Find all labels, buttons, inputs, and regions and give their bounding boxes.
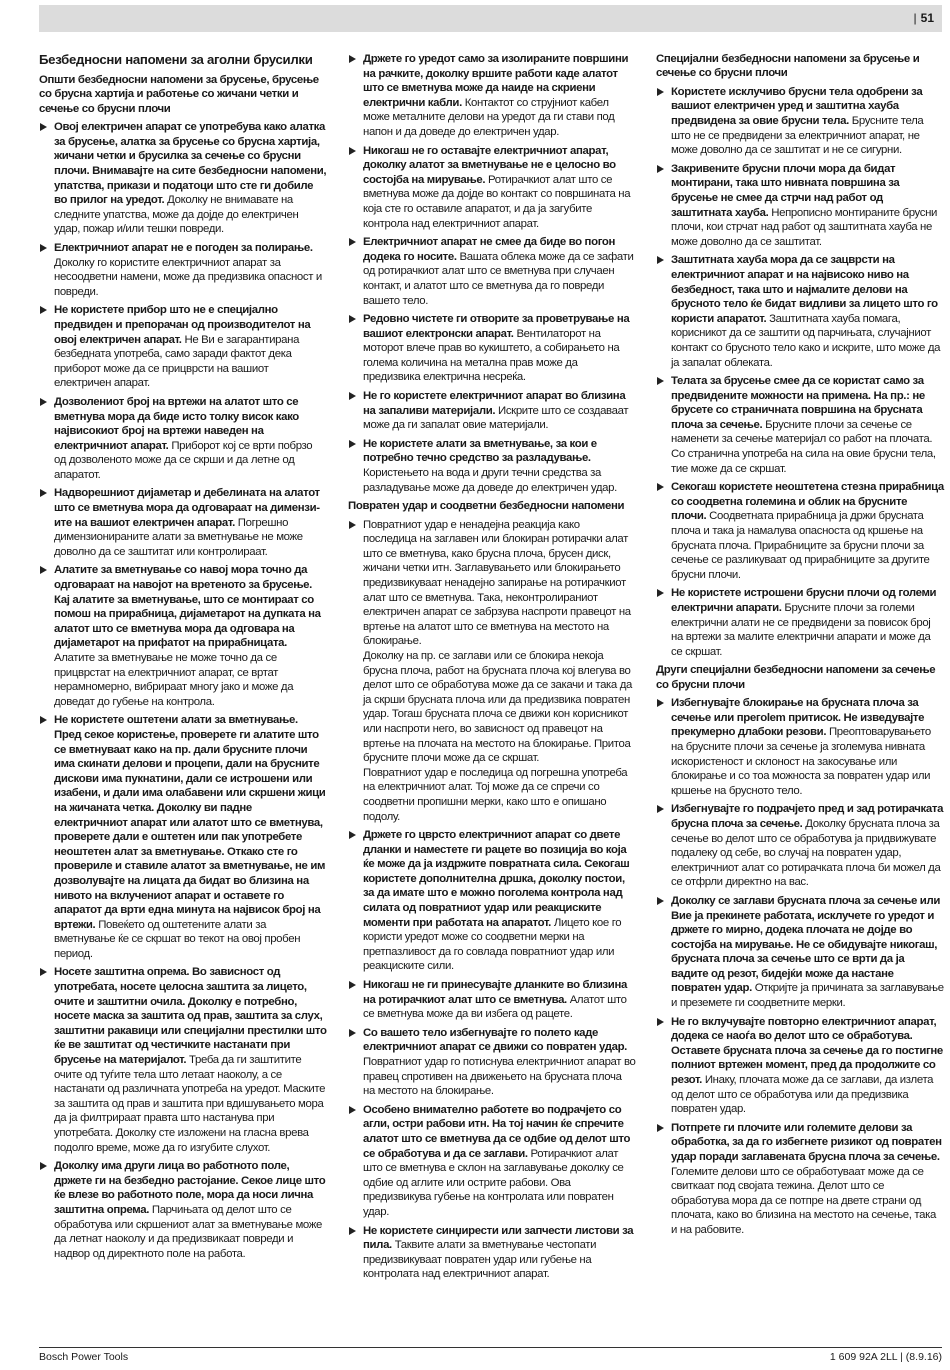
list-item xyxy=(656,802,944,890)
list-item-bold: Држете го уредот само за изолираните површини на рачките, доколку вршите работи каде алатот што се вметнува може да наиде на скриени електрични кабли. xyxy=(363,53,629,109)
footer-divider xyxy=(39,1347,942,1348)
list-item-body: Повратниот удар е ненадејна реакција како последица на заглавен или блокиран ротирачки алат што се вметнува, како брусна плоча, брусен диск, жичани четки итн. Заглавувањето или блокирањето предизвикуваат ненадејно запирање на ротирачкиот алат што се вметнува. Така, неконтролираниот електричен апарат се забрзува наспроти правецот на вртење на алатот што се вметнува на местото на блокирање. xyxy=(363,518,631,648)
list-item-text xyxy=(363,828,636,974)
list-item-text xyxy=(54,965,327,1155)
list-item-body: Брусните плочи за големи електрични алати не се предвидени за повисок број на вртежи за малите електрични апарати и може да се скршат. xyxy=(671,602,931,658)
list-item-body: Заштитната хауба помага, корисникот да се заштити од парчињата, случајниот контакт со брусното тело како и искрите, што може да ја запалат облеката. xyxy=(671,312,941,369)
list-item-body: Не Ви е загарантирана безбедната употреба, само заради фактот дека приборот може да се прицврсти на вашиот електричен апарат. xyxy=(54,333,300,390)
list-item-body: Преоптоварувањето на брусните плочи за сечење ја зголемува нивната искористеност и склоност на закосување или блокирање и со тоа можноста за повратен удар или кршење на брусното тело. xyxy=(671,726,931,797)
arrow-bullet-icon xyxy=(657,377,664,385)
arrow-bullet-icon xyxy=(657,699,664,707)
arrow-bullet-icon xyxy=(349,1227,356,1235)
arrow-bullet-icon xyxy=(657,1018,664,1026)
list-item-body: Доколку не внимавате на следните упатства, може да дојде до електричен удар, пожар и/или тешки повреди. xyxy=(54,194,299,236)
arrow-bullet-icon xyxy=(40,716,47,724)
arrow-bullet-icon xyxy=(349,392,356,400)
list-item-bold: Овој електричен апарат се употребува како алатка за брусење, алатка за брусење со брусна хартија, жичани четки и брусилка за сечење со брусни плочи. Внимавајте на сите безбедносни напомени, упатства, прикази и податоци што сте ги добиле во прилог на уредот. xyxy=(54,121,327,207)
list-item xyxy=(39,965,327,1155)
footer-doc-code: 1 609 92A 2LL | (8.9.16) xyxy=(829,1351,942,1363)
list-item-text xyxy=(363,1224,636,1282)
list-item-text xyxy=(671,696,944,798)
arrow-bullet-icon xyxy=(657,256,664,264)
list-item-bold: Доколку се заглави брусната плоча за сечење или Вие ја прекинете работата, исклучете го уредот и држете го мирно, додека плочата не дојде во состојба на мирување. Не се обидувајте никогаш, брусната плоча за сечење што се врти да ја вадите од резот, бидејќи може да настане повратен удар. xyxy=(671,894,940,995)
arrow-bullet-icon xyxy=(40,1162,47,1170)
list-item-bold: Не користете оштетени алати за вметнување. Пред секое користење, проверете ги алатите што се вметнуваат како на пр. дали брусните плочи има скинати делови и процепи, дали на брусните дискови има пукнатини, дали се истрошени или изабени, и дали има олабавени или скршени жици на жичаната четка. Доколку ви падне електричниот апарат или алатот што се вметнува, проверете дали е оштетен или пак употребете неоштетен алат за вметнување. Откако сте го провериле и ставиле алатот за вметнување, не им дозволувајте на лицата да бидат во близина на нивото на вклучениот апарат и оставете го апаратот да врти една минута на највисок број на вртежи. xyxy=(54,714,326,931)
list-item-body: Ротирачкиот алат што се вметнува е склон на заглавување доколку се одбие од аглите или острите рабови. Ова предизвикува губење на контролата или повратен удар. xyxy=(363,1147,624,1218)
list-item xyxy=(348,144,636,232)
list-item-bold: Не го користете електричниот апарат во близина на запаливи материјали. xyxy=(363,390,626,417)
arrow-bullet-icon xyxy=(349,1029,356,1037)
list-item-text xyxy=(671,374,944,476)
list-item-bold: Не користете синџирести или запчести листови за пила. xyxy=(363,1224,634,1252)
arrow-bullet-icon xyxy=(40,489,47,497)
list-item xyxy=(39,241,327,299)
special-notes-heading: Специјални безбедносни напомени за брусење и сечење со брусни плочи xyxy=(656,53,920,80)
list-item xyxy=(348,52,636,140)
section-title: Безбедносни напомени за аголни брусилки xyxy=(39,52,313,67)
list-item-paragraph: Доколку на пр. се заглави или се блокира некоја брусна плоча, работ на брусната плоча кој влегува во делот што се обработува може да се закачи и така да ја скрши брусната плоча или да предизвика повратен удар. Тогаш брусната плоча се движи кон корисникот или наспроти него, во зависност од правецот на вртење на плочата на местото на блокирање. Притоа брусните плочи може да се скршат. xyxy=(363,649,633,765)
list-item-bold: Редовно чистете ги отворите за проветрување на вашиот електронски апарат. xyxy=(363,313,630,340)
list-item-text xyxy=(363,144,636,232)
list-item-bold: Заштитната хауба мора да се зацврсти на електричниот апарат и на највисоко ниво на безбедност, така што и најмалите делови на брусното тело ќе бидат видливи за лицето што го користи апаратот. xyxy=(671,254,938,325)
footer-brand: Bosch Power Tools xyxy=(39,1351,129,1363)
list-item-body: Приборот кој се врти побрзо од дозволеното може да се скрши и да летне од апаратот. xyxy=(54,439,313,481)
list-item-bold: Никогаш не го оставајте електричниот апарат, доколку алатот за вметнување не е целосно во состојба на мирување. xyxy=(363,144,616,186)
list-item-text xyxy=(54,1159,327,1261)
list-item-body: Вашата облека може да се зафати од ротирачкиот алат што се вметнува при случаен контакт, и алатот што се вметнува да го повреди вашето тело. xyxy=(363,250,634,307)
list-item-text xyxy=(54,486,327,559)
page-number-value: 51 xyxy=(920,11,934,25)
arrow-bullet-icon xyxy=(349,147,356,155)
list-item-bold: Надворешниот дијаметар и дебелината на алатот што се вметнува мора да одговараат на димензиите на вашиот електричен апарат. xyxy=(54,487,321,529)
list-item-bold: Не го вклучувајте повторно електричниот апарат, додека се наоѓа во делот што се обработува. Оставете брусната плоча за сечење да го постигне полниот вртежен момент, пред да продолжите со резот. xyxy=(671,1015,943,1087)
list-item-text xyxy=(363,389,636,433)
list-item-body: Таквите алати за вметнување честопати предизвикуваат повратен удар или губење на контролата над електричниот апарат. xyxy=(363,1239,597,1281)
list-item-body: Откријте ја причината за заглавување и преземете ги соодветните мерки. xyxy=(671,982,944,1010)
list-item-text xyxy=(54,563,327,709)
list-item-bold: Дозволениот број на вртежи на алатот што се вметнува мора да биде исто толку висок како највисокиот број на вртежи наведен на електричниот апарат. xyxy=(54,395,299,452)
arrow-bullet-icon xyxy=(349,521,356,529)
list-item-body: Непрописно монтираните брусни плочи, кои стрчат над работ од заштитната хауба не може доволно да се заштитат. xyxy=(671,206,938,248)
list-item-text xyxy=(671,1015,944,1117)
list-item-bold: Секогаш користете неоштетена стезна прирабница со соодветна големина и облик на брусните плочи. xyxy=(671,481,944,523)
list-item-body: Вентилаторот на моторот влече прав во кукиштето, а собирањето на голема количина на метална прав може да предизвика електрична несреќа. xyxy=(363,327,620,384)
list-item-body: Искрите што се создаваат може да ги запалат овие материјали. xyxy=(363,404,629,432)
list-item-body: Инаку, плочата може да се заглави, да излета од делот што се обработува или да предизвика повратен удар. xyxy=(671,1074,934,1116)
list-item-body: Алатот што се вметнува може да ви избега од рацете. xyxy=(363,993,627,1021)
list-item-body: Големите делови што се обработуваат може да се свиткаат под својата тежина. Делот што се обработува мора да се потпре на двете страни од плочата, како во близина на местото на сечење, така и на рабовите. xyxy=(671,1165,936,1236)
list-item-bold: Никогаш не ги принесувајте дланките во близина на ротирачкиот алат што се вметнува. xyxy=(363,979,627,1006)
column-1 xyxy=(39,52,327,1265)
list-item-text xyxy=(671,894,944,1011)
list-item-bold: Потпрете ги плочите или големите делови за обработка, за да го избегнете ризикот од повратен удар поради заглавената брусна плоча за сечење. xyxy=(671,1121,942,1163)
arrow-bullet-icon xyxy=(349,55,356,63)
list-item-text xyxy=(671,85,944,158)
list-item-bold: Избегнувајте блокирање на брусната плоча за сечење или прегolem притисок. Не изведувајте прекумерно длабоки резови. xyxy=(671,697,925,739)
list-item-body: Парчињата од делот што се обработува или скршениот алат за вметнување може да летнат наоколу и да предизвикаат повреди и надвор од директното поле на работа. xyxy=(54,1203,323,1260)
list-item-bold: Носете заштитна опрема. Во зависност од употребата, носете целосна заштита за лицето, очите и заштитни очила. Доколку е потребно, носете маска за заштита од прав, заштита за слух, заштитни ракавици или специјални престилки што ќе ве заштитат од честичките настанати при брусење на материјалот. xyxy=(54,966,327,1067)
list-item xyxy=(348,828,636,974)
list-item-body: Повеќето од оштетените алати за вметнување ќе се скршат во текот на овој пробен период. xyxy=(54,918,301,960)
arrow-bullet-icon xyxy=(40,123,47,131)
list-item-text xyxy=(54,241,327,299)
arrow-bullet-icon xyxy=(40,244,47,252)
list-item-body: Повратниот удар го потиснува електричниот апарат во правец спротивен на движењето на брусната плоча на местото на блокирање. xyxy=(363,1056,636,1098)
list-item-body: Брусните плочи за сечење се наменети за сечење материјал со работ на плочата. Со странична употреба на сила на овие брусни тела, тие може да се скршат. xyxy=(671,418,936,475)
list-item-text xyxy=(54,395,327,483)
list-item xyxy=(656,253,944,370)
list-item-body: Користењето на вода и други течни средства за разладување може да доведе до електричен удар. xyxy=(363,467,617,494)
list-item xyxy=(39,1159,327,1261)
list-item xyxy=(348,1026,636,1099)
arrow-bullet-icon xyxy=(349,238,356,246)
list-item-body: Погрешно димензионираните алати за вметнување не може доволно да се заштитат или контролираат. xyxy=(54,516,303,558)
list-item-bold: Не користете прибор што не е специјално предвиден и препорачан од производителот на овој електричен апарат. xyxy=(54,304,311,346)
list-item xyxy=(656,480,944,582)
list-item xyxy=(39,713,327,961)
list-item xyxy=(656,85,944,158)
section-subtitle: Општи безбедносни напомени за брусење, брусење со брусна хартија и работење со жичани четки и сечење со брусни плочи xyxy=(39,74,319,115)
list-item-bold: Доколку има други лица во работното поле, држете ги на безбедно растојание. Секое лице што ќе влезе во работното поле, мора да носи лична заштитна опрема. xyxy=(54,1160,326,1216)
list-item-body: Лицето кое го користи уредот може со соодветни мерки на претпазливост да го совлада повратниот удар или реакциските сили. xyxy=(363,916,622,973)
arrow-bullet-icon xyxy=(40,306,47,314)
list-item-body: Брусните тела што не се предвидени за електричниот апарат, не може доволно да се заштитат и не се сигурни. xyxy=(671,115,924,157)
arrow-bullet-icon xyxy=(657,1124,664,1132)
list-item-text xyxy=(363,978,636,1022)
list-item xyxy=(39,303,327,391)
arrow-bullet-icon xyxy=(349,315,356,323)
arrow-bullet-icon xyxy=(349,1106,356,1114)
list-item xyxy=(348,437,636,495)
list-item-body: Ротирачкиот алат што се вметнува може да дојде во контакт со површината на која сте го оставиле апаратот, и да ја загубите контрола над електричниот апарат. xyxy=(363,173,631,230)
list-item xyxy=(656,696,944,798)
header-bar xyxy=(39,5,942,32)
list-item xyxy=(656,894,944,1011)
list-item-text xyxy=(671,162,944,250)
list-item-bold: Особено внимателно работете во подрачјето со агли, остри рабови итн. На тој начин ќе спречите алатот што се вметнува да се одбие од делот што се обработува и да се заглави. xyxy=(363,1103,631,1160)
list-item xyxy=(39,395,327,483)
list-item xyxy=(348,518,636,824)
list-item-bold: Алатите за вметнување со навој мора точно да одговараат на навојот на вретеното за брусење. Кај алатите за вметнување, што се монтираат со помош на прирабница, дијаметарот на дупката на алатот што се вметнува мора да одговара на дијаметарот на прифатот на прирабницата. xyxy=(54,564,321,650)
list-item xyxy=(656,374,944,476)
page-number: | 51 xyxy=(913,11,934,25)
list-item-body: Алатите за вметнување не може точно да се прицврстат на електричниот апарат, се вртат нерамномерно, вибрираат многу јако и може да доведат до губење на контрола. xyxy=(54,652,294,708)
list-item xyxy=(39,120,327,237)
list-item-bold: Не користете истрошени брусни плочи од големи електрични апарати. xyxy=(671,587,937,614)
list-item xyxy=(656,1121,944,1238)
list-item-text xyxy=(363,235,636,308)
list-item-bold: Користете исклучиво брусни тела одобрени за вашиот електричен уред и заштитна хауба предвидена за овие брусни тела. xyxy=(671,85,923,127)
list-item-text xyxy=(363,1026,636,1099)
list-item-text xyxy=(363,1103,636,1220)
list-item xyxy=(348,312,636,385)
list-item xyxy=(348,389,636,433)
cutting-notes-heading: Други специјални безбедносни напомени за сечење со брусни плочи xyxy=(656,664,936,691)
list-item-bold: Избегнувајте го подрачјето пред и зад ротирачката брусна плоча за сечење. xyxy=(671,803,944,830)
kickback-heading: Повратен удар и соодветни безбедносни напомени xyxy=(348,500,625,513)
list-item-text xyxy=(363,518,636,649)
column-3 xyxy=(656,52,944,1242)
list-item-bold: Не користете алати за вметнување, за кои е потребно течно средство за разладување. xyxy=(363,437,597,465)
list-item-text xyxy=(363,52,636,140)
list-item-text xyxy=(363,437,636,495)
list-item xyxy=(39,486,327,559)
arrow-bullet-icon xyxy=(657,897,664,905)
list-item-text xyxy=(363,312,636,385)
list-item xyxy=(348,1103,636,1220)
arrow-bullet-icon xyxy=(349,831,356,839)
list-item-bold: Електричниот апарат не смее да биде во погон додека го носите. xyxy=(363,236,616,263)
list-item xyxy=(348,1224,636,1282)
arrow-bullet-icon xyxy=(657,483,664,491)
list-item-body: Соодветната прирабница ја држи брусната плоча и така ја намалува опасноста од кршење на брусната плоча. Прирабниците за брусни плочи за сечење се разликуваат од прирабниците за другите брусни плочи. xyxy=(671,510,930,581)
list-item-body: Доколку го користите електричниот апарат за несоодветни намени, може да предизвика опасност и повреди. xyxy=(54,256,322,298)
list-item-bold: Држете го цврсто електричниот апарат со двете дланки и наместете ги рацете во позиција во која ќе може да ја издржите повратната сила. Секогаш користете дополнителна дршка, доколку постои, за да имате што е можно поголема контрола над силата од повратниот удар или реакциските моменти при работата на апаратот. xyxy=(363,829,630,929)
arrow-bullet-icon xyxy=(657,589,664,597)
list-item-bold: Со вашето тело избегнувајте го полето каде електричниот апарат се движи со повратен удар. xyxy=(363,1026,627,1054)
list-item-body: Треба да ги заштитите очите од туѓите тела што летаат наоколу, а се настанати од различната употреба на уредот. Маските за заштита од прав и заштита при вдишувањето мора да ја филтрираат правта што настанува при употребата. Доколку сте изложени на гласна врева подолго време, може да го изгубите слухот. xyxy=(54,1054,326,1154)
arrow-bullet-icon xyxy=(349,981,356,989)
list-item xyxy=(656,586,944,659)
arrow-bullet-icon xyxy=(657,88,664,96)
list-item xyxy=(348,235,636,308)
list-item-text xyxy=(671,253,944,370)
list-item-text xyxy=(671,1121,944,1238)
list-item xyxy=(348,978,636,1022)
list-item xyxy=(39,563,327,709)
arrow-bullet-icon xyxy=(40,968,47,976)
list-item-text xyxy=(671,480,944,582)
list-item-bold: Телата за брусење смее да се користат само за предвидените можности на примена. На пр.: не брусете со страничната површина на брусната плоча за сечење. xyxy=(671,375,925,431)
column-2 xyxy=(348,52,636,1286)
list-item-bold: Закривените брусни плочи мора да бидат монтирани, така што нивната површина за брусење не смее да стрчи над работ од заштитната хауба. xyxy=(671,162,900,219)
list-item-paragraph: Повратниот удар е последица од погрешна употреба на електричниот алат. Тој може да се спречи со соодветни пропишни мерки, како што е опишано подолу. xyxy=(363,766,628,823)
list-item xyxy=(656,1015,944,1117)
arrow-bullet-icon xyxy=(657,165,664,173)
arrow-bullet-icon xyxy=(657,805,664,813)
list-item-text xyxy=(671,802,944,890)
list-item-bold: Електричниот апарат не е погоден за полирање. xyxy=(54,241,313,254)
arrow-bullet-icon xyxy=(349,440,356,448)
arrow-bullet-icon xyxy=(40,398,47,406)
list-item-text xyxy=(54,713,327,961)
list-item-body: Доколку брусната плоча за сечење во делот што се обработува ја придвижувате подалеку од себе, во случај на повратен удар, електричниот алат со ротирачката плоча би можел да се отфрли директно на вас. xyxy=(671,817,941,889)
list-item-text xyxy=(54,120,327,237)
list-item-body: Контактот со струјниот кабел може металните делови на уредот да ги стави под напон и да доведе до електричен удар. xyxy=(363,96,615,138)
list-item-text xyxy=(671,586,944,659)
list-item-text xyxy=(54,303,327,391)
list-item xyxy=(656,162,944,250)
arrow-bullet-icon xyxy=(40,566,47,574)
